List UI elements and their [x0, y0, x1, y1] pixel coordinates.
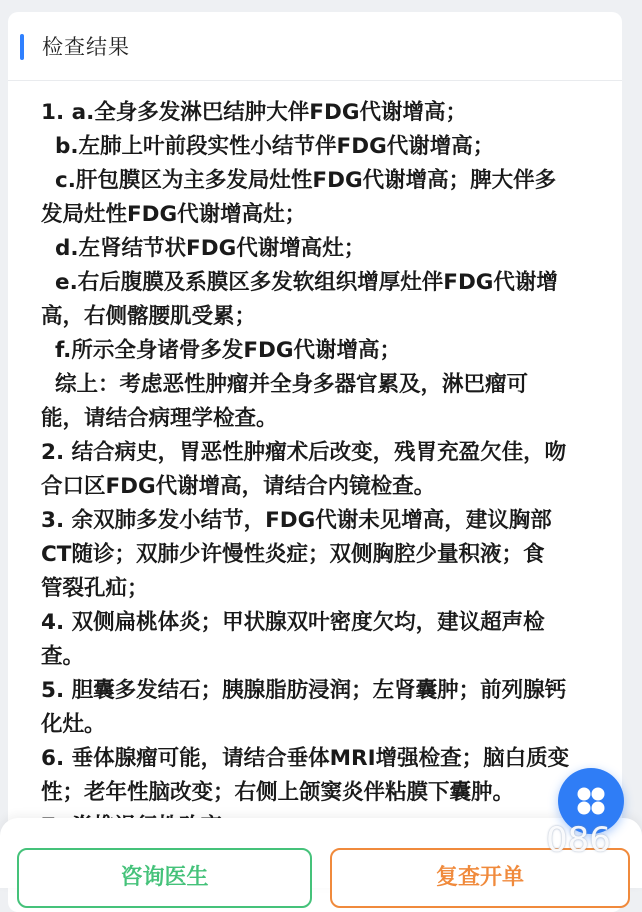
- section-header: [8, 12, 622, 81]
- result-line: 查。: [41, 644, 85, 669]
- result-line: 化灶。: [41, 712, 106, 737]
- result-line: f.所示全身诸骨多发FDG代谢增高；: [55, 338, 402, 363]
- result-line: 能，请结合病理学检查。: [41, 406, 278, 431]
- result-line: b.左肺上叶前段实性小结节伴FDG代谢增高；: [55, 134, 495, 159]
- result-line: e.右后腹膜及系膜区多发软组织增厚灶伴FDG代谢增: [55, 270, 558, 295]
- result-line: 发局灶性FDG代谢增高灶；: [41, 202, 307, 227]
- result-line: 1. a.全身多发淋巴结肿大伴FDG代谢增高；: [41, 100, 467, 125]
- result-line: d.左肾结节状FDG代谢增高灶；: [55, 236, 366, 261]
- results-card: [8, 12, 622, 912]
- result-line: 2. 结合病史，胃恶性肿瘤术后改变，残胃充盈欠佳，吻: [41, 440, 567, 465]
- result-line: 合口区FDG代谢增高，请结合内镜检查。: [41, 474, 436, 499]
- result-line: c.肝包膜区为主多发局灶性FDG代谢增高；脾大伴多: [55, 168, 557, 193]
- result-line: 4. 双侧扁桃体炎；甲状腺双叶密度欠均，建议超声检: [41, 610, 545, 635]
- consult-doctor-button[interactable]: 咨询医生: [17, 848, 312, 908]
- watermark-text: 086: [546, 820, 611, 860]
- result-line: 性；老年性脑改变；右侧上颌窦炎伴粘膜下囊肿。: [41, 780, 515, 805]
- result-line: 高，右侧髂腰肌受累；: [41, 304, 257, 329]
- recheck-order-button[interactable]: 复查开单: [330, 848, 630, 908]
- results-content: [41, 96, 601, 844]
- grid-icon: [575, 785, 607, 817]
- result-line: CT随诊；双肺少许慢性炎症；双侧胸腔少量积液；食: [41, 542, 545, 567]
- result-line: 3. 余双肺多发小结节，FDG代谢未见增高，建议胸部: [41, 508, 552, 533]
- result-line: 管裂孔疝；: [41, 576, 149, 601]
- result-line: 综上：考虑恶性肿瘤并全身多器官累及，淋巴瘤可: [55, 372, 529, 397]
- result-line: 6. 垂体腺瘤可能，请结合垂体MRI增强检查；脑白质变: [41, 746, 570, 771]
- result-line: 5. 胆囊多发结石；胰腺脂肪浸润；左肾囊肿；前列腺钙: [41, 678, 567, 703]
- section-title: 检查结果: [42, 35, 130, 59]
- section-accent-bar: [20, 34, 24, 60]
